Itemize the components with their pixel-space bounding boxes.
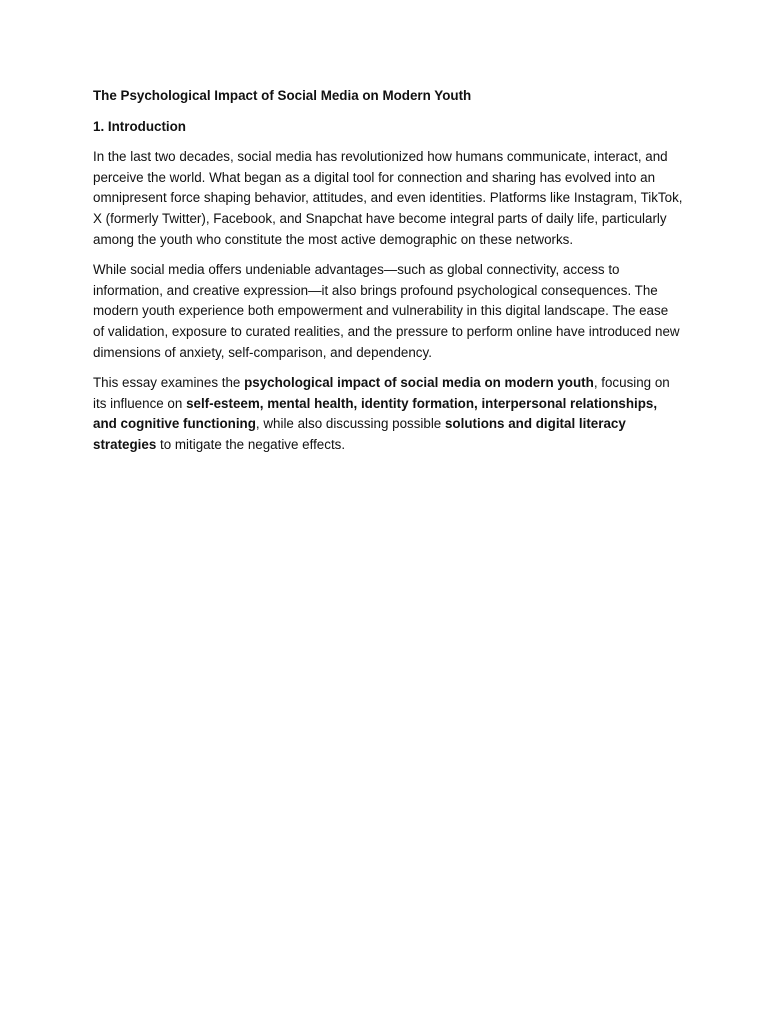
paragraph-3-bold: solutions and digital literacy strategies bbox=[93, 416, 626, 452]
paragraph-3 bbox=[93, 373, 683, 455]
document-body bbox=[93, 86, 683, 466]
document-title: The Psychological Impact of Social Media on Modern Youth bbox=[93, 88, 472, 103]
paragraph-1: In the last two decades, social media has revolutionized how humans communicate, interact, and perceive the world. What began as a digital tool for connection and sharing has evolved into an omnipresent force shaping behavior, attitudes, and even identities. Platforms like Instagram, TikTok, X (formerly Twitter), Facebook, and Snapchat have become integral parts of daily life, particularly among the youth who constitute the most active demographic on these networks. bbox=[93, 149, 683, 247]
paragraph-3-text: to mitigate the negative effects. bbox=[156, 436, 346, 452]
section-heading: 1. Introduction bbox=[93, 118, 186, 134]
paragraph-3-text: This essay examines the bbox=[93, 375, 245, 391]
paragraph-3-text: , focusing on its influence on bbox=[93, 375, 670, 411]
paragraph-2: While social media offers undeniable advantages—such as global connectivity, access to information, and creative expression—it also brings profound psychological consequences. The modern youth experience both empowerment and vulnerability in this digital landscape. The ease of validation, exposure to curated realities, and the pressure to perform online have introduced new dimensions of anxiety, self-comparison, and dependency. bbox=[93, 262, 680, 360]
paragraph-3-text: , while also discussing possible bbox=[255, 416, 445, 432]
paragraph-3-bold: self-esteem, mental health, identity formation, interpersonal relationships, and cognitive functioning bbox=[93, 395, 658, 432]
paragraph-3-bold: psychological impact of social media on modern youth bbox=[244, 375, 594, 391]
